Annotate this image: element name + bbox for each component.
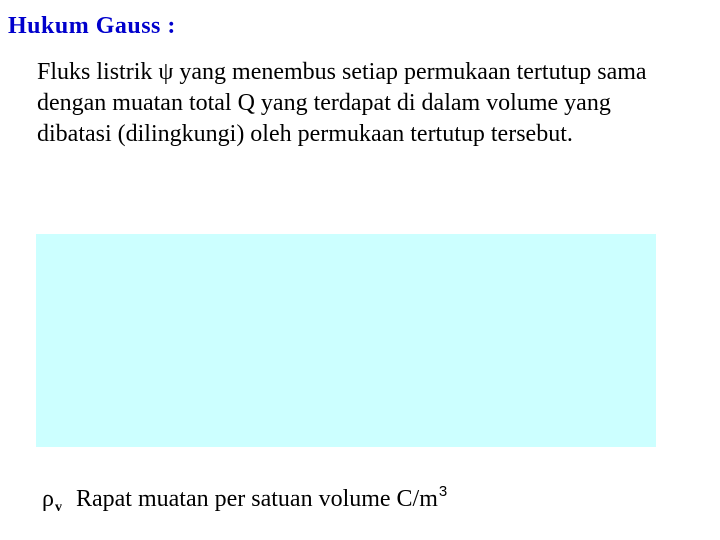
- charge-density-description: Rapat muatan per satuan volume C/m: [75, 486, 438, 512]
- slide-title: Hukum Gauss :: [8, 13, 176, 39]
- formula-box: [36, 234, 656, 447]
- rho-v-symbol: [42, 485, 62, 522]
- unit-exponent: 3: [438, 483, 448, 500]
- charge-density-note: [42, 478, 447, 522]
- rho-symbol: ρ: [42, 486, 54, 512]
- rho-subscript: v: [54, 500, 62, 515]
- gauss-law-definition: Fluks listrik ψ yang menembus setiap permukaan tertutup sama dengan muatan total Q yang terdapat di dalam volume yang dibatasi (dilingkungi) oleh permukaan tertutup tersebut.: [37, 59, 647, 147]
